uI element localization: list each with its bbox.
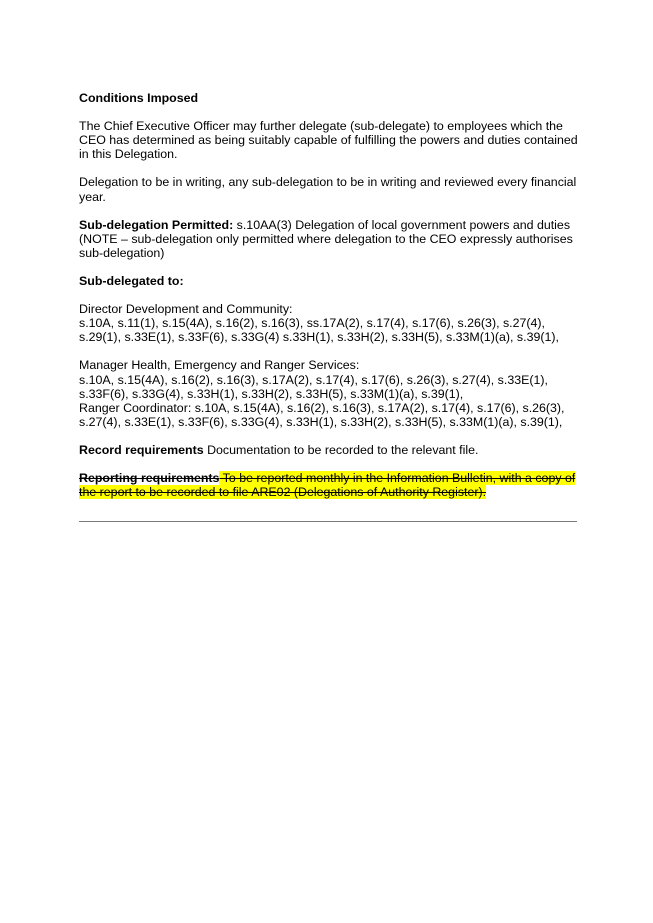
text-line: The Chief Executive Officer may further delegate (sub-delegate) to employees which the xyxy=(79,119,563,133)
manager-title: Manager Health, Emergency and Ranger Services: xyxy=(79,358,360,373)
document-page xyxy=(79,91,579,513)
record-requirements-text: Documentation to be recorded to the relevant file. xyxy=(203,443,479,458)
text-line: (NOTE – sub-delegation only permitted where delegation to the CEO expressly authorises xyxy=(79,231,573,246)
text-line: Delegation to be in writing, any sub-delegation to be in writing and reviewed every financial xyxy=(79,175,577,190)
director-section xyxy=(79,302,579,345)
ranger-coordinator-line: Ranger Coordinator: s.10A, s.15(4A), s.16(2), s.16(3), s.17A(2), s.17(4), s.17(6), s.26(3), xyxy=(79,401,565,416)
text-line: CEO has determined as being suitably capable of fulfilling the powers and duties contained xyxy=(79,133,578,148)
text-line xyxy=(79,218,579,232)
record-requirements xyxy=(79,443,579,457)
text-line: s.29(1), s.33E(1), s.33F(6), s.33G(4) s.33H(1), s.33H(2), s.33H(5), s.33M(1)(a), s.39(1), xyxy=(79,330,559,345)
sub-delegation-permitted-label: Sub-delegation Permitted: xyxy=(79,217,234,232)
record-requirements-label: Record requirements xyxy=(79,443,204,458)
text-line xyxy=(79,485,579,499)
text-line: in this Delegation. xyxy=(79,147,178,162)
reporting-requirements-label: Reporting requirements xyxy=(79,471,220,486)
text-line xyxy=(79,443,579,457)
sub-delegation-permitted-text: s.10AA(3) Delegation of local government powers and duties xyxy=(233,217,571,232)
text-line: s.10A, s.11(1), s.15(4A), s.16(2), s.16(3), ss.17A(2), s.17(4), s.17(6), s.26(3), s.27(4), xyxy=(79,316,545,331)
conditions-heading: Conditions Imposed xyxy=(79,91,199,105)
text-line: year. xyxy=(79,189,106,204)
conditions-paragraph-1 xyxy=(79,119,579,162)
sub-delegation-permitted xyxy=(79,218,579,261)
sub-delegated-heading: Sub-delegated to: xyxy=(79,274,184,289)
reporting-requirements-deleted-text: To be reported monthly in the Information Bulletin, with a copy of xyxy=(219,471,576,486)
horizontal-rule xyxy=(79,521,577,522)
director-title: Director Development and Community: xyxy=(79,302,293,317)
text-line: sub-delegation) xyxy=(79,246,165,261)
reporting-requirements-deleted-text: the report to be recorded to file ARE02 (Delegations of Authority Register). xyxy=(79,485,487,500)
text-line: s.33F(6), s.33G(4), s.33H(1), s.33H(2), s.33H(5), s.33M(1)(a), s.39(1), xyxy=(79,386,464,401)
text-line xyxy=(79,471,579,485)
text-line: s.27(4), s.33E(1), s.33F(6), s.33G(4), s.33H(1), s.33H(2), s.33H(5), s.33M(1)(a), s.39(1), xyxy=(79,415,563,430)
conditions-paragraph-2 xyxy=(79,175,579,203)
reporting-requirements xyxy=(79,471,579,499)
manager-section xyxy=(79,358,579,429)
text-line: s.10A, s.15(4A), s.16(2), s.16(3), s.17A(2), s.17(4), s.17(6), s.26(3), s.27(4), s.33E(1), xyxy=(79,372,548,387)
